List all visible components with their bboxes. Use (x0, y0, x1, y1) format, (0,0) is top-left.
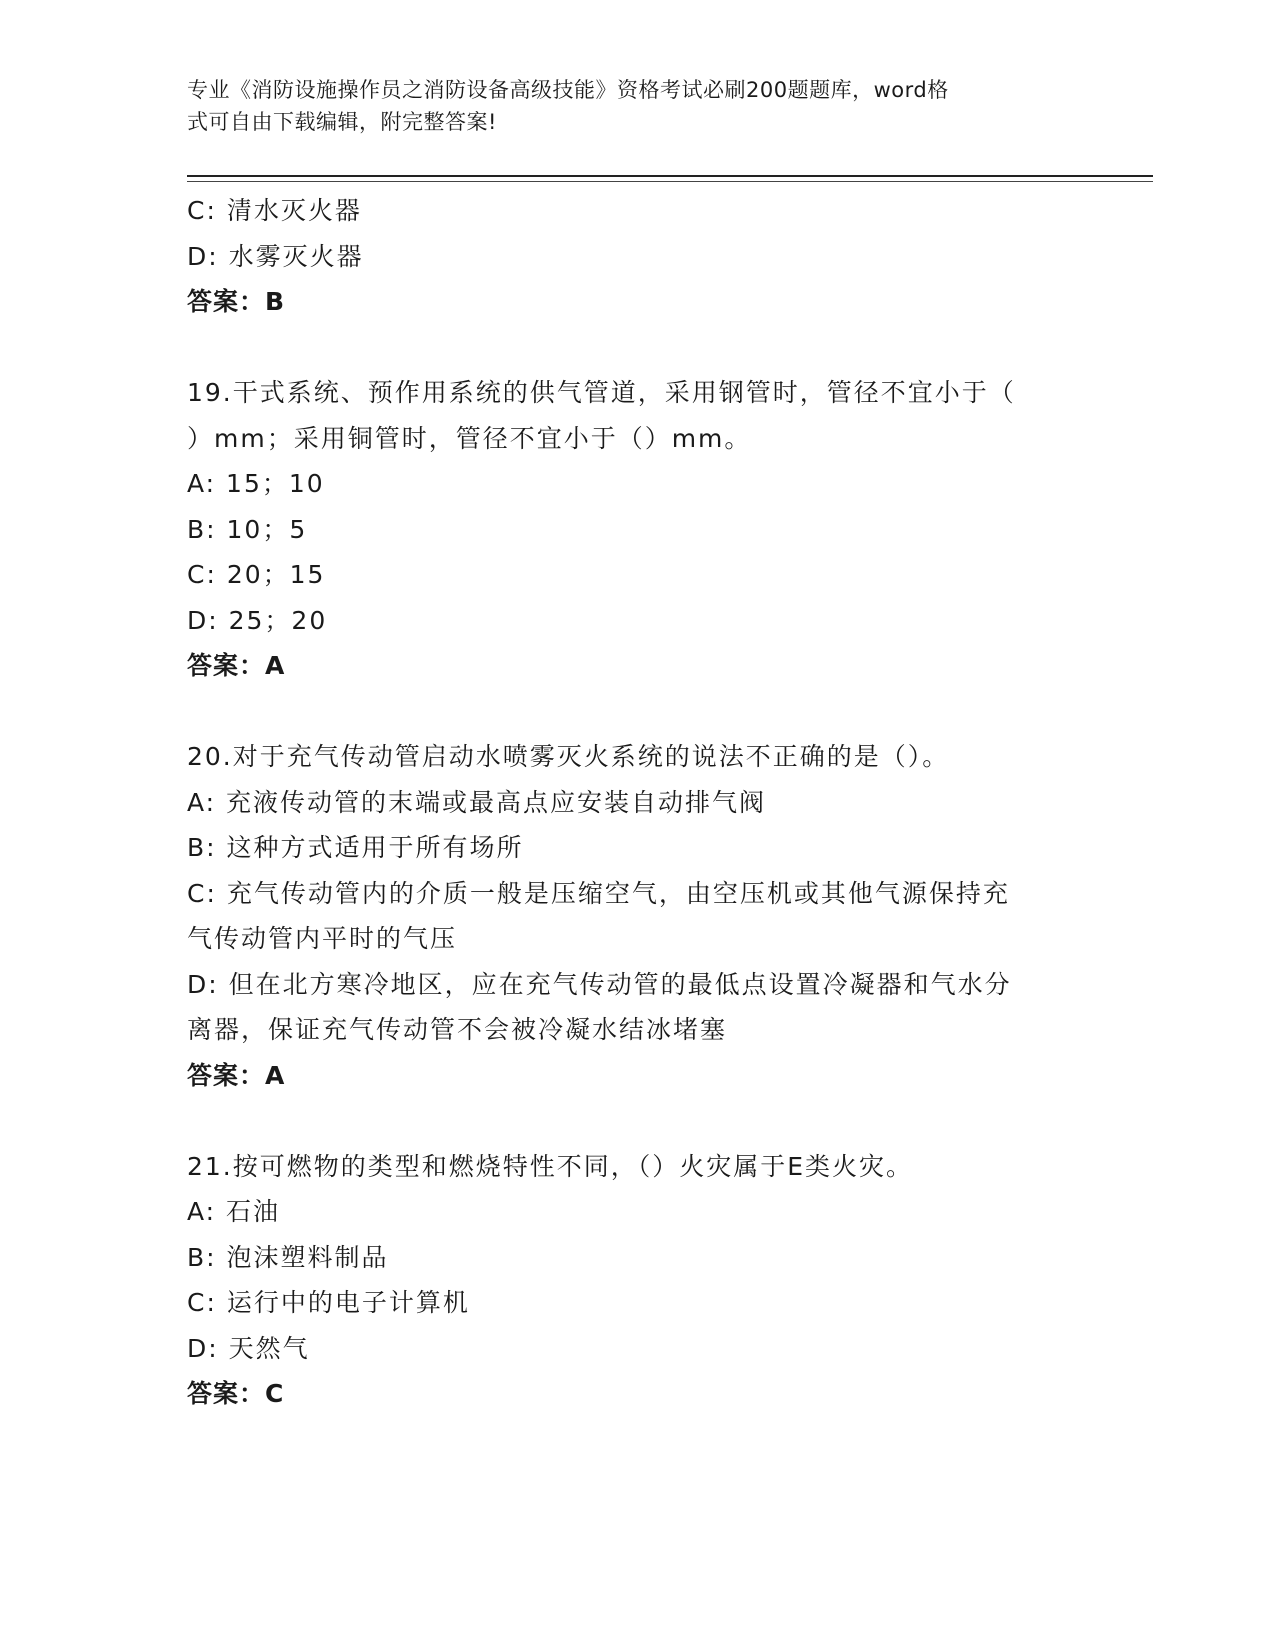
document-header (187, 74, 1067, 138)
spacer (187, 689, 1087, 735)
option-d-continued: 离器，保证充气传动管不会被冷凝水结冰堵塞 (187, 1015, 728, 1044)
option-c: C: 清水灭火器 (187, 196, 362, 225)
question-19 (187, 370, 1087, 689)
option-c-continued: 气传动管内平时的气压 (187, 924, 458, 953)
question-stem: 20.对于充气传动管启动水喷雾灭火系统的说法不正确的是（）。 (187, 742, 950, 771)
spacer (187, 325, 1087, 371)
option-c: C: 20；15 (187, 560, 326, 589)
question-stem: 19.干式系统、预作用系统的供气管道，采用钢管时，管径不宜小于（ (187, 378, 1016, 407)
option-d: D: 天然气 (187, 1333, 310, 1363)
spacer (187, 1098, 1087, 1144)
option-c: C: 充气传动管内的介质一般是压缩空气，由空压机或其他气源保持充 (187, 878, 1010, 908)
header-line-2: 式可自由下载编辑，附完整答案! (187, 110, 497, 134)
answer-line: 答案：C (187, 1379, 285, 1408)
option-b: B: 这种方式适用于所有场所 (187, 833, 524, 862)
answer-line: 答案：A (187, 1060, 286, 1090)
previous-question-tail (187, 188, 1087, 325)
option-d: D: 但在北方寒冷地区，应在充气传动管的最低点设置冷凝器和气水分 (187, 969, 1012, 999)
option-c: C: 运行中的电子计算机 (187, 1288, 470, 1317)
header-line-1: 专业《消防设施操作员之消防设备高级技能》资格考试必刷200题题库，word格 (187, 78, 949, 102)
question-21 (187, 1144, 1087, 1417)
question-content (187, 188, 1087, 1417)
option-d: D: 水雾灭火器 (187, 241, 364, 271)
option-b: B: 泡沫塑料制品 (187, 1242, 389, 1272)
option-a: A: 充液传动管的末端或最高点应安装自动排气阀 (187, 787, 767, 817)
header-rule-thin (187, 181, 1153, 182)
question-stem-continued: ）mm；采用铜管时，管径不宜小于（）mm。 (187, 423, 752, 453)
question-stem: 21.按可燃物的类型和燃烧特性不同，（）火灾属于E类火灾。 (187, 1151, 914, 1181)
answer-line: 答案：A (187, 651, 286, 680)
question-20 (187, 734, 1087, 1098)
option-a: A: 石油 (187, 1197, 281, 1226)
option-b: B: 10；5 (187, 514, 308, 544)
option-a: A: 15；10 (187, 469, 325, 498)
answer-line: 答案：B (187, 287, 286, 316)
option-d: D: 25；20 (187, 605, 328, 635)
header-rule-thick (187, 175, 1153, 177)
